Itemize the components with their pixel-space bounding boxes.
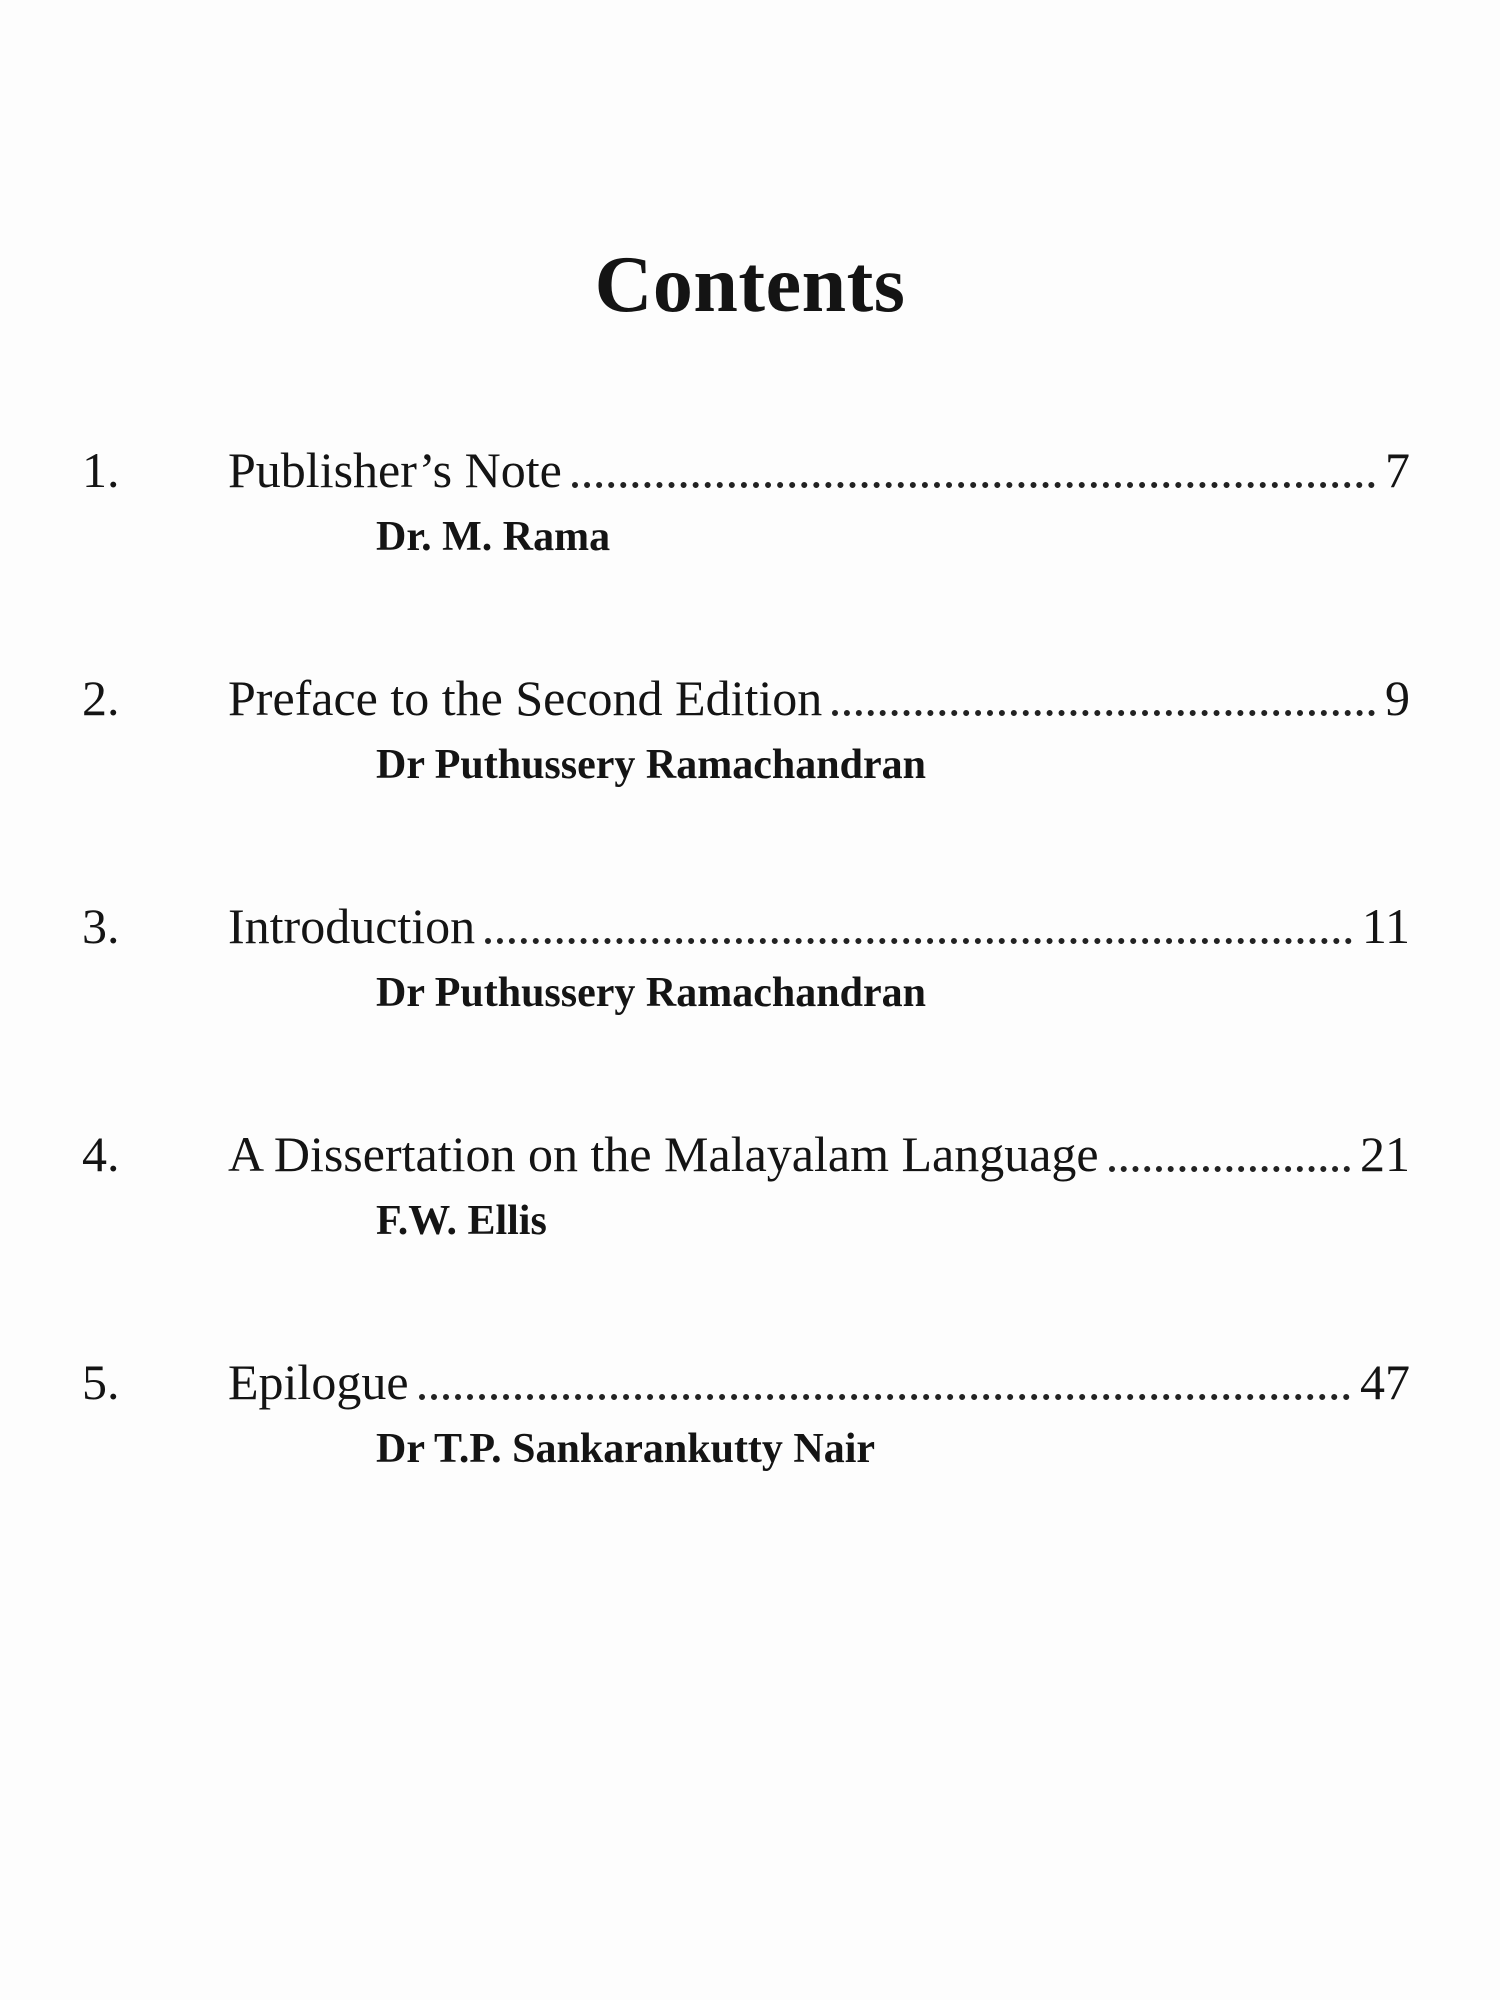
entry-number: 2. [82,670,120,726]
entry-author: F.W. Ellis [376,1198,547,1244]
dot-leader [419,1394,1350,1400]
entry-page-number: 21 [1360,1126,1410,1182]
toc-entry-epilogue [0,1352,1500,1512]
entry-author: Dr. M. Rama [376,514,611,560]
toc-entry-introduction [0,896,1500,1056]
entry-number: 4. [82,1126,120,1182]
entry-number: 3. [82,898,120,954]
entry-title: Publisher’s Note [228,442,562,498]
entry-line [228,1352,1410,1412]
entry-line [228,896,1410,956]
entry-line [228,668,1410,728]
entry-title: Epilogue [228,1354,409,1410]
entry-title: Introduction [228,898,476,954]
dot-leader [832,710,1375,716]
entry-author: Dr Puthussery Ramachandran [376,970,926,1016]
entry-page-number: 47 [1360,1354,1410,1410]
entry-title: Preface to the Second Edition [228,670,823,726]
entry-page-number: 11 [1361,898,1410,954]
toc-entry-preface [0,668,1500,828]
entry-page-number: 9 [1385,670,1410,726]
page-title: Contents [594,241,906,329]
entry-line [228,1124,1410,1184]
entry-author: Dr T.P. Sankarankutty Nair [376,1426,876,1472]
entry-title: A Dissertation on the Malayalam Language [228,1126,1099,1182]
entry-author: Dr Puthussery Ramachandran [376,742,926,788]
entry-number: 1. [82,442,120,498]
toc-entry-publishers-note [0,440,1500,600]
entry-page-number: 7 [1385,442,1410,498]
entry-line [228,440,1410,500]
dot-leader [1109,1166,1350,1172]
entry-number: 5. [82,1354,120,1410]
toc-entry-dissertation [0,1124,1500,1284]
dot-leader [485,938,1352,944]
dot-leader [572,482,1375,488]
